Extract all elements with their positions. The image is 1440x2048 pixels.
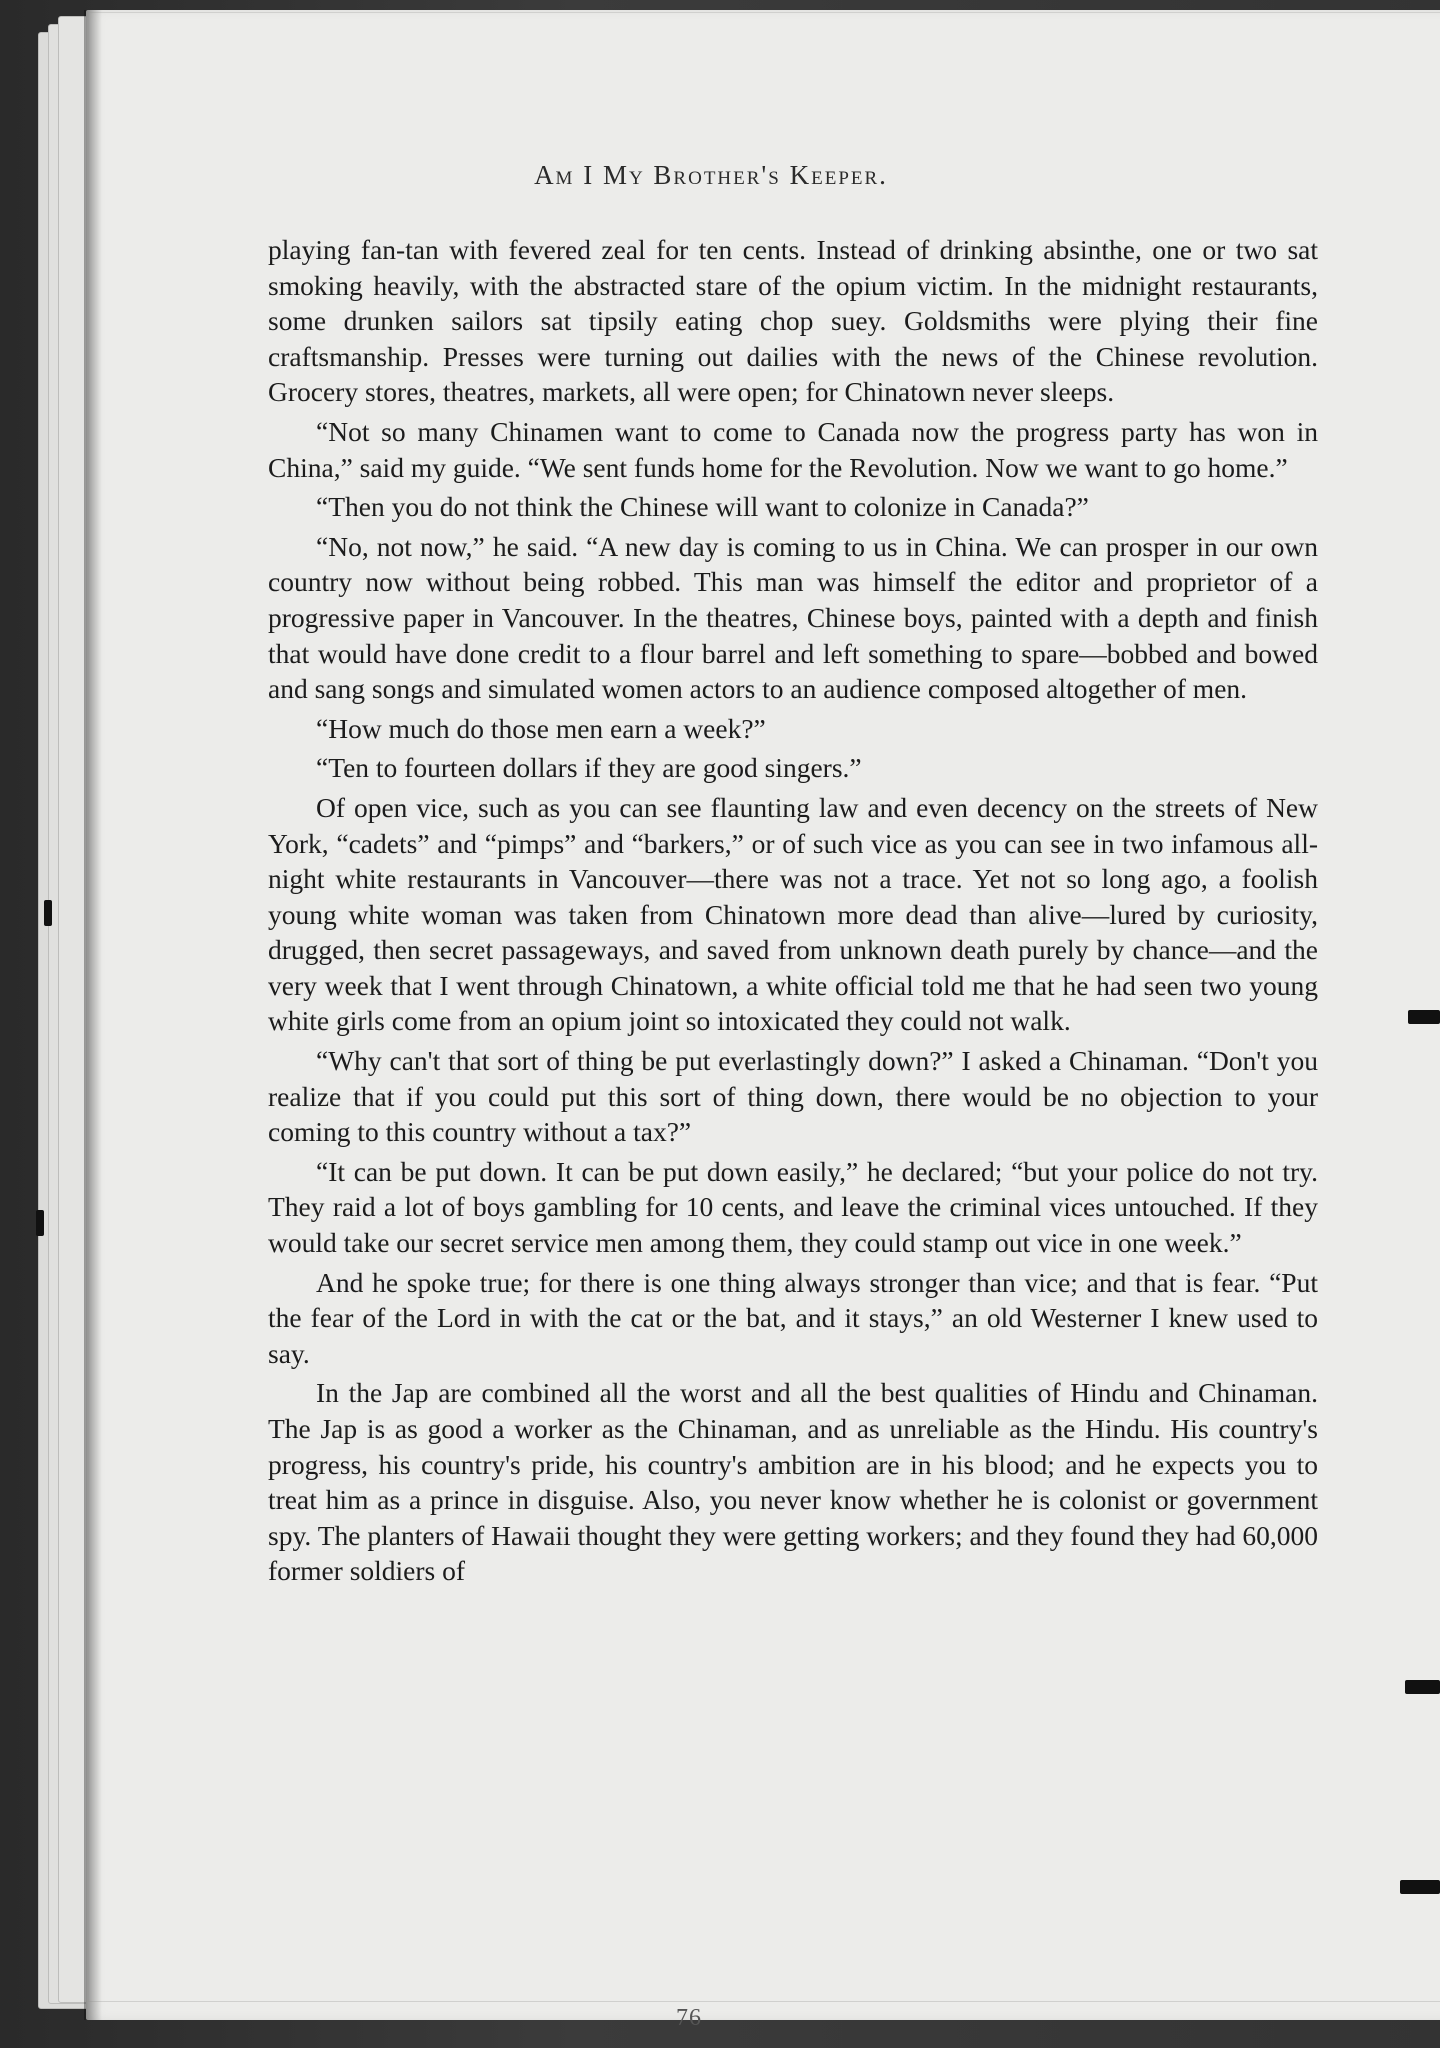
paragraph: “Ten to fourteen dollars if they are good singers.” [316, 752, 862, 784]
page-clip-mark [1400, 1880, 1440, 1894]
body-text [268, 232, 1318, 1593]
paragraph: “Not so many Chinamen want to come to Canada now the progress party has won in China,” said my guide. “We sent funds home for the Revolution. Now we want to go home.” [268, 415, 1318, 483]
binding-clip-mark [44, 900, 52, 926]
paragraph: “No, not now,” he said. “A new day is coming to us in China. We can prosper in our own country now without being robbed. This man was himself the editor and proprietor of a progressive paper in Vancouver. In the theatres, Chinese boys, painted with a depth and finish that would have done credit to a flour barrel and left something to spare—bobbed and bowed and sang songs and simulated women actors to an audience composed altogether of men. [268, 530, 1318, 705]
paragraph: playing fan-tan with fevered zeal for ten cents. Instead of drinking absinthe, one or two sat smoking heavily, with the abstracted stare of the opium victim. In the midnight restaurants, some drunken sailors sat tipsily eating chop suey. Goldsmiths were plying their fine craftsmanship. Presses were turning out dailies with the news of the Chinese revolution. Grocery stores, theatres, markets, all were open; for Chinatown never sleeps. [268, 234, 1318, 408]
book-page-stack [38, 10, 1430, 2031]
book-page [86, 10, 1440, 2031]
paragraph: And he spoke true; for there is one thing always stronger than vice; and that is fear. “Put the fear of the Lord in with the cat or the bat, and it stays,” an old Westerner I knew used to say. [268, 1266, 1318, 1369]
spine-shadow [84, 10, 102, 2020]
paragraph: “How much do those men earn a week?” [316, 712, 766, 744]
binding-clip-mark [36, 1210, 44, 1236]
page-number: 76 [676, 2005, 702, 2031]
paragraph: “Why can't that sort of thing be put everlastingly down?” I asked a Chinaman. “Don't you realize that if you could put this sort of thing down, there would be no objection to your coming to this country without a tax?” [268, 1045, 1318, 1148]
paragraph: In the Jap are combined all the worst and all the best qualities of Hindu and Chinaman. The Jap is as good a worker as the Chinaman, and as unreliable as the Hindu. His country's progress, his country's pride, his country's ambition are in his blood; and he expects you to treat him as a prince in disguise. Also, you never know whether he is colonist or government spy. The planters of Hawaii thought they were getting workers; and they found they had 60,000 former soldiers of [268, 1377, 1318, 1587]
paragraph: “It can be put down. It can be put down easily,” he declared; “but your police do not try. They raid a lot of boys gambling for 10 cents, and leave the criminal vices untouched. If they would take our secret service men among them, they could stamp out vice in one week.” [268, 1155, 1318, 1259]
page-clip-mark [1405, 1680, 1440, 1694]
paragraph: “Then you do not think the Chinese will want to colonize in Canada?” [316, 491, 1089, 523]
running-head: Am I My Brother's Keeper. [534, 160, 888, 190]
paragraph: Of open vice, such as you can see flaunting law and even decency on the streets of New York, “cadets” and “pimps” and “barkers,” or of such vice as you can see in two infamous all-night white restaurants in Vancouver—there was not a trace. Yet not so long ago, a foolish young white woman was taken from Chinatown more dead than alive—lured by curiosity, drugged, then secret passageways, and saved from unknown death purely by chance—and the very week that I went through Chinatown, a white official told me that he had seen two young white girls come from an opium joint so intoxicated they could not walk. [268, 791, 1318, 1037]
page-clip-mark [1408, 1010, 1440, 1024]
